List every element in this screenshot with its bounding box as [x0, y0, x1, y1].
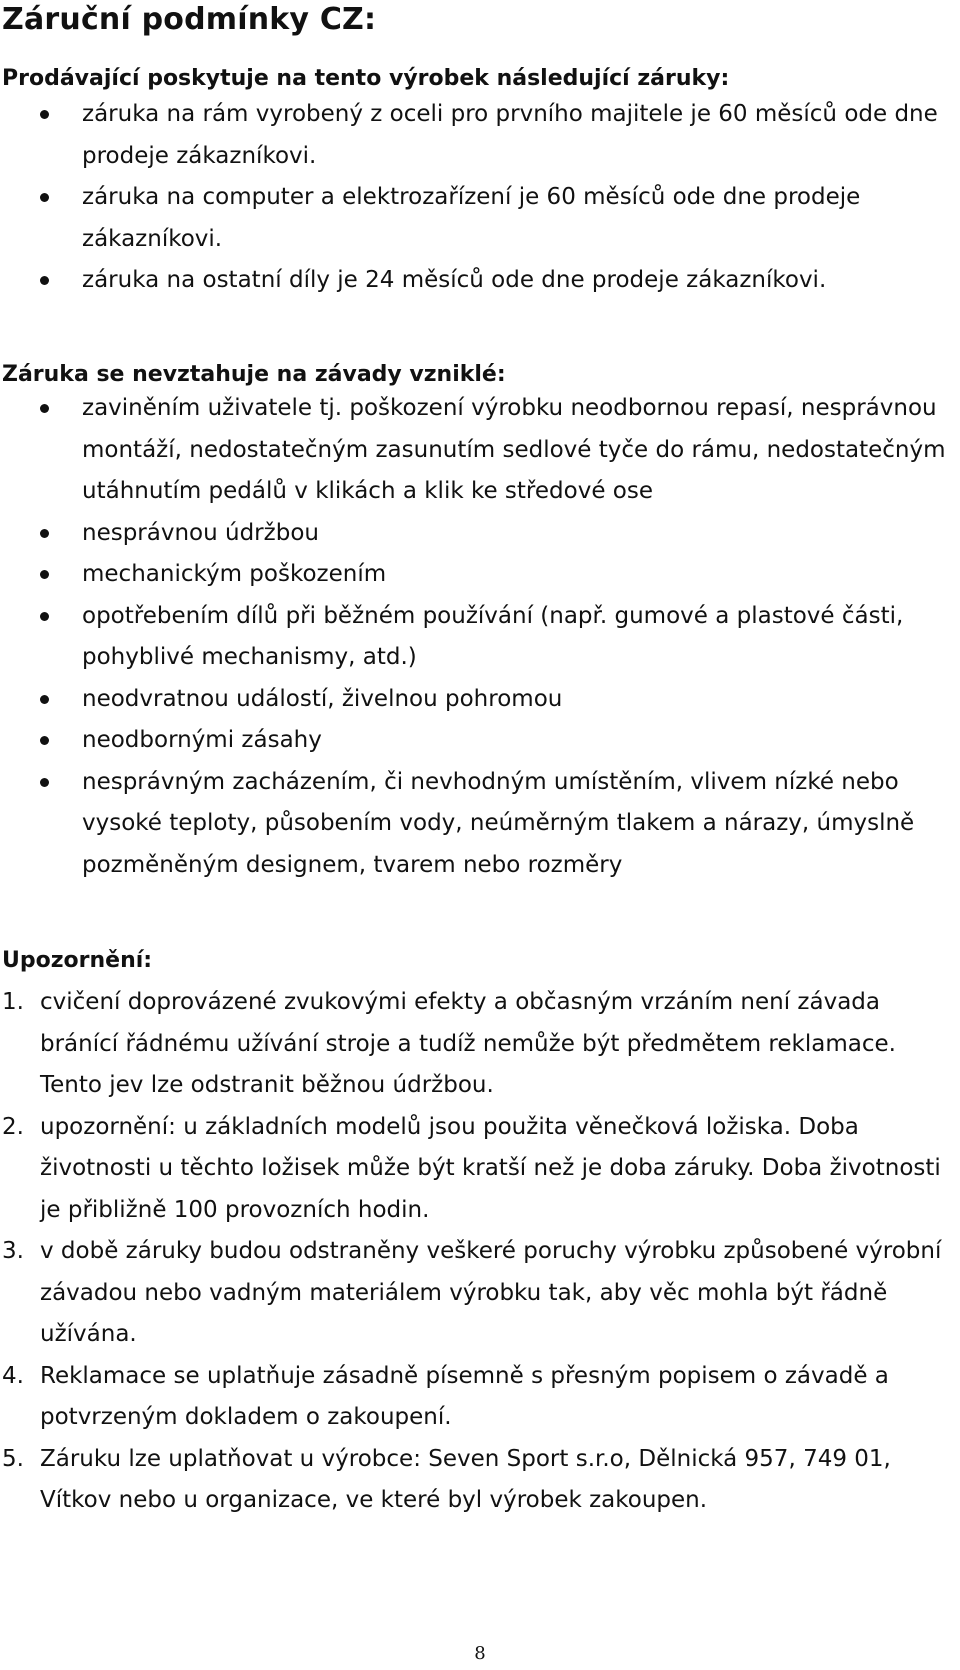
list-item-text: nesprávným zacházením, či nevhodným umístěním, vlivem nízké nebo vysoké teploty, působením vody, neúměrným tlakem a nárazy, úmyslně pozměněným designem, tvarem nebo rozměry [82, 768, 915, 878]
list-item [0, 720, 950, 762]
bullet-icon [40, 695, 49, 704]
bullet-icon [40, 612, 49, 621]
bullet-icon [40, 276, 49, 285]
list-item [0, 1107, 950, 1232]
bullet-icon [40, 778, 49, 787]
list-item-number: 2. [2, 1113, 24, 1140]
list-item-number: 5. [2, 1445, 24, 1472]
list-item-text: záruka na ostatní díly je 24 měsíců ode dne prodeje zákazníkovi. [82, 267, 827, 293]
list-item [0, 177, 950, 260]
list-item [0, 1231, 950, 1356]
list-item-text: Záruku lze uplatňovat u výrobce: Seven Sport s.r.o, Dělnická 957, 749 01, Vítkov nebo u organizace, ve které byl výrobek zakoupen. [40, 1445, 891, 1513]
list-item-text: v době záruky budou odstraněny veškeré poruchy výrobku způsobené výrobní závadou nebo vadným materiálem výrobku tak, aby věc mohla být řádně užívána. [40, 1238, 942, 1347]
list-item-text: Reklamace se uplatňuje zásadně písemně s přesným popisem o závadě a potvrzeným dokladem o zakoupení. [40, 1362, 889, 1430]
list-item [0, 762, 950, 887]
list-item [0, 1356, 950, 1439]
bullet-icon [40, 529, 49, 538]
list-item-number: 4. [2, 1362, 24, 1389]
list-item-text: záruka na computer a elektrozařízení je 60 měsíců ode dne prodeje zákazníkovi. [82, 184, 861, 252]
exclusions-heading: Záruka se nevztahuje na závady vzniklé: [2, 362, 506, 387]
list-item-text: neodvratnou událostí, živelnou pohromou [82, 685, 563, 712]
list-item [0, 1439, 950, 1522]
list-item [0, 554, 950, 596]
list-item [0, 982, 950, 1107]
bullet-icon [40, 404, 49, 413]
list-item [0, 388, 950, 513]
list-item-text: neodbornými zásahy [82, 727, 322, 753]
list-item-text: mechanickým poškozením [82, 561, 387, 587]
exclusions-list [0, 388, 950, 886]
warranty-heading: Prodávající poskytuje na tento výrobek následující záruky: [2, 66, 730, 91]
list-item-text: cvičení doprovázené zvukovými efekty a občasným vrzáním není závada bránící řádnému užívání stroje a tudíž nemůže být předmětem reklamace. Tento jev lze odstranit běžnou údržbou. [40, 989, 896, 1098]
list-item [0, 679, 950, 721]
warranty-list [0, 94, 950, 302]
list-item-text: opotřebením dílů při běžném používání (např. gumové a plastové části, pohyblivé mechanismy, atd.) [82, 602, 904, 670]
bullet-icon [40, 110, 49, 119]
list-item-text: nesprávnou údržbou [82, 519, 319, 546]
page-title: Záruční podmínky CZ: [2, 2, 377, 37]
notice-list [0, 982, 950, 1522]
bullet-icon [40, 193, 49, 202]
list-item [0, 260, 950, 302]
list-item [0, 513, 950, 555]
notice-heading: Upozornění: [2, 948, 153, 973]
bullet-icon [40, 736, 49, 745]
list-item-number: 3. [2, 1238, 24, 1264]
page-number: 8 [474, 1643, 486, 1664]
list-item-number: 1. [2, 989, 24, 1015]
list-item [0, 596, 950, 679]
list-item [0, 94, 950, 177]
list-item-text: záruka na rám vyrobený z oceli pro prvního majitele je 60 měsíců ode dne prodeje zákazníkovi. [82, 101, 938, 169]
list-item-text: upozornění: u základních modelů jsou použita věnečková ložiska. Doba životnosti u těchto ložisek může být kratší než je doba záruky. Doba životnosti je přibližně 100 provozních hodin. [40, 1113, 941, 1223]
list-item-text: zaviněním uživatele tj. poškození výrobku neodbornou repasí, nesprávnou montáží, nedostatečným zasunutím sedlové tyče do rámu, nedostatečným utáhnutím pedálů v klikách a klik ke středové ose [82, 395, 946, 504]
bullet-icon [40, 570, 49, 579]
